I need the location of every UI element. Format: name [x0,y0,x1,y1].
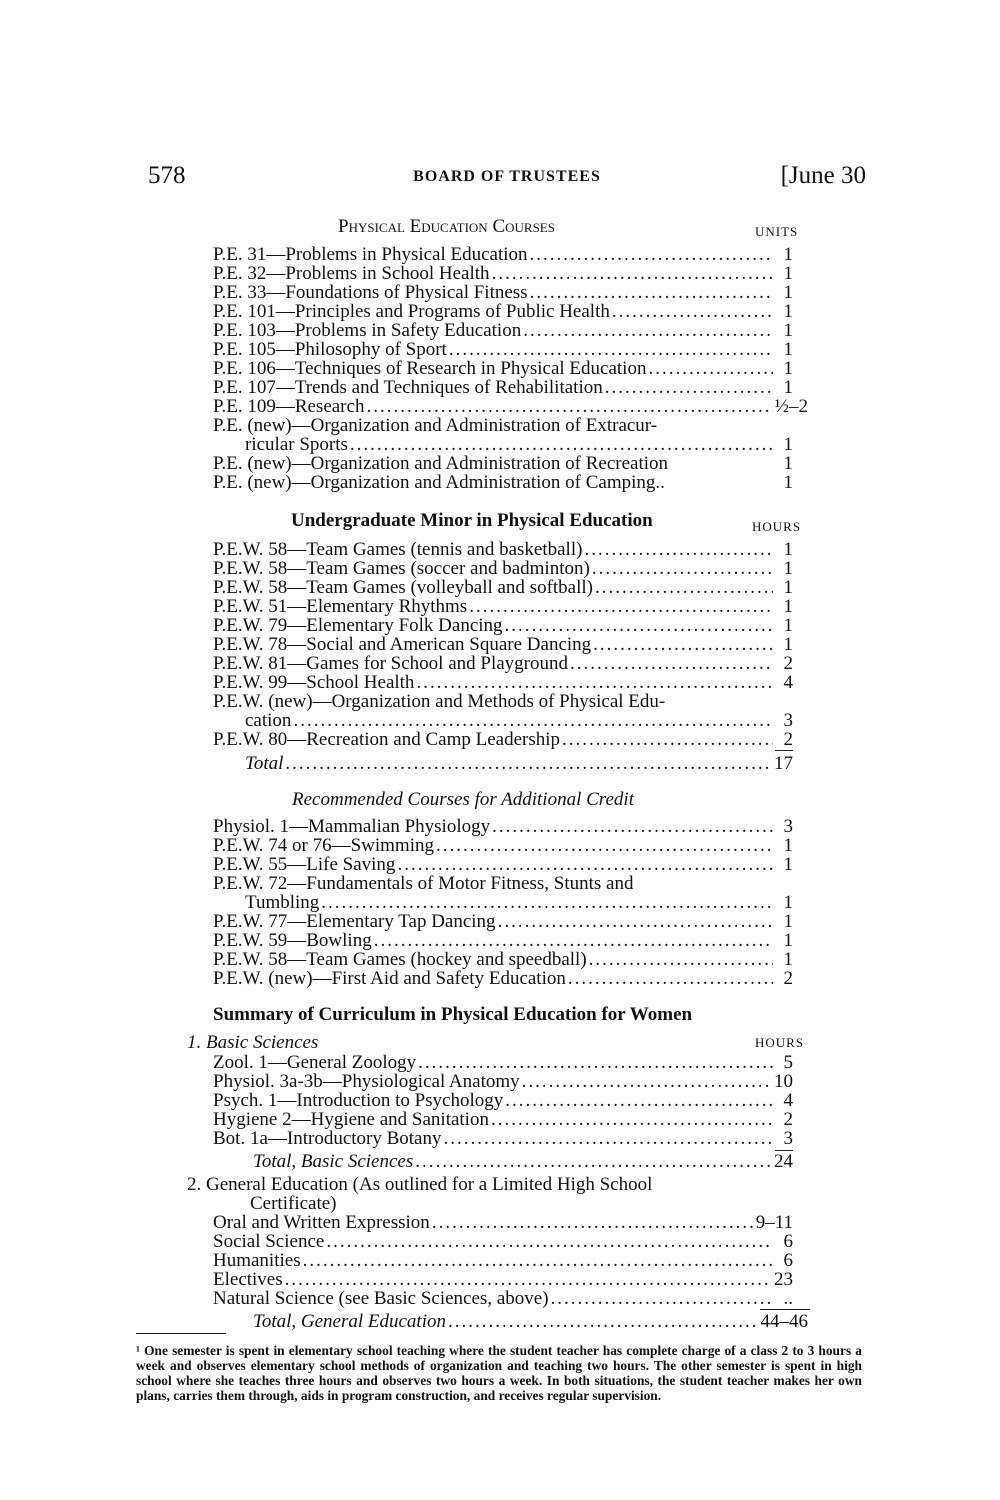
sum-rule [775,750,793,751]
list-item: Psych. 1—Introduction to Psychology ..... 4 [213,1091,793,1110]
units-label: UNITS [755,224,799,239]
list-item: Natural Science (see Basic Sciences, above) ..... .. [213,1289,793,1308]
list-item: Bot. 1a—Introductory Botany ..... 3 [213,1129,793,1148]
section-title: Physical Education Courses [338,216,555,237]
list-item: P.E. 105—Philosophy of Sport ..... 1 [213,340,793,359]
section-title: Summary of Curriculum in Physical Education for Women [213,1004,693,1025]
list-item-line: P.E. (new)—Organization and Administration of Extracur- [213,415,658,436]
list-item: ricular Sports ..... 1 [245,435,793,454]
list-item: P.E.W. 99—School Health ..... 4 [213,673,793,692]
list-item: P.E. 106—Techniques of Research in Physical Education ..... 1 [213,359,793,378]
page-header [148,162,866,196]
section-title: Undergraduate Minor in Physical Education [291,510,653,531]
page-number: 578 [148,162,186,189]
running-title: BOARD OF TRUSTEES [413,168,601,185]
list-item: Physiol. 1—Mammalian Physiology ..... 3 [213,817,793,836]
list-item: Humanities ..... 6 [213,1251,793,1270]
total-row: Total, Basic Sciences ..... 24 [253,1152,793,1171]
list-item: cation ..... 3 [245,711,793,730]
list-item: Oral and Written Expression ..... 9–11 [213,1213,793,1232]
list-item: Zool. 1—General Zoology ..... 5 [213,1053,793,1072]
list-item: P.E. 107—Trends and Techniques of Rehabilitation ..... 1 [213,378,793,397]
list-item: P.E.W. 58—Team Games (tennis and basketball) ..... 1 [213,540,793,559]
hours-label: HOURS [752,519,802,534]
list-item: P.E.W. (new)—First Aid and Safety Education ..... 2 [213,969,793,988]
list-item: P.E.W. 55—Life Saving ..... 1 [213,855,793,874]
list-item: P.E.W. 79—Elementary Folk Dancing ..... 1 [213,616,793,635]
list-item: P.E.W. 58—Team Games (hockey and speedball) ..... 1 [213,950,793,969]
list-item: P.E.W. 80—Recreation and Camp Leadership ..... 2 [213,730,793,749]
list-item: P.E.W. 58—Team Games (soccer and badminton) ..... 1 [213,559,793,578]
list-item: P.E. (new)—Organization and Administration of Recreation 1 [213,454,793,473]
list-item: P.E.W. 51—Elementary Rhythms ..... 1 [213,597,793,616]
hours-label: HOURS [755,1035,805,1050]
list-item: P.E.W. 58—Team Games (volleyball and softball) ..... 1 [213,578,793,597]
list-item-line: P.E.W. 72—Fundamentals of Motor Fitness, Stunts and [213,873,634,894]
total-row: Total ..... 17 [245,754,793,773]
sum-rule [760,1309,810,1310]
list-item: P.E. 32—Problems in School Health ..... 1 [213,264,793,283]
list-item: P.E. 103—Problems in Safety Education ..... 1 [213,321,793,340]
subsection-heading-line: Certificate) [250,1193,337,1214]
list-item: P.E.W. 77—Elementary Tap Dancing ..... 1 [213,912,793,931]
section-title: Recommended Courses for Additional Credit [292,789,634,810]
subsection-heading: 2. General Education (As outlined for a Limited High School [187,1174,653,1195]
list-item: P.E.W. 78—Social and American Square Dancing ..... 1 [213,635,793,654]
list-item: P.E. 31—Problems in Physical Education ..... 1 [213,245,793,264]
list-item-line: P.E.W. (new)—Organization and Methods of Physical Edu- [213,691,666,712]
list-item: P.E.W. 74 or 76—Swimming ..... 1 [213,836,793,855]
list-item: P.E.W. 59—Bowling ..... 1 [213,931,793,950]
total-row: Total, General Education ..... 44–46 [253,1312,808,1331]
list-item: Tumbling ..... 1 [245,893,793,912]
list-item: P.E. (new)—Organization and Administration of Camping.. 1 [213,473,793,492]
list-item: P.E. 101—Principles and Programs of Public Health ..... 1 [213,302,793,321]
list-item: P.E. 109—Research ..... ½–2 [213,397,808,416]
list-item: Electives ..... 23 [213,1270,793,1289]
list-item: P.E.W. 81—Games for School and Playground ..... 2 [213,654,793,673]
subsection-heading: 1. Basic Sciences [187,1032,319,1053]
list-item: P.E. 33—Foundations of Physical Fitness ..... 1 [213,283,793,302]
list-item: Hygiene 2—Hygiene and Sanitation ..... 2 [213,1110,793,1129]
footnote-rule [136,1333,226,1334]
list-item: Physiol. 3a-3b—Physiological Anatomy ..... 10 [213,1072,793,1091]
list-item: Social Science ..... 6 [213,1232,793,1251]
footnote: ¹ One semester is spent in elementary school teaching where the student teacher has complete charge of a class 2 to 3 hours a week and observes elementary school methods of organization and teaching two hours. The other semester is spent in high school where she teaches three hours and observes two hours a week. In both situations, the student teacher makes her own plans, carries them through, aids in program construction, and receives regular supervision. [136,1343,862,1403]
sum-rule [775,1150,793,1151]
header-date: [June 30 [780,162,866,189]
